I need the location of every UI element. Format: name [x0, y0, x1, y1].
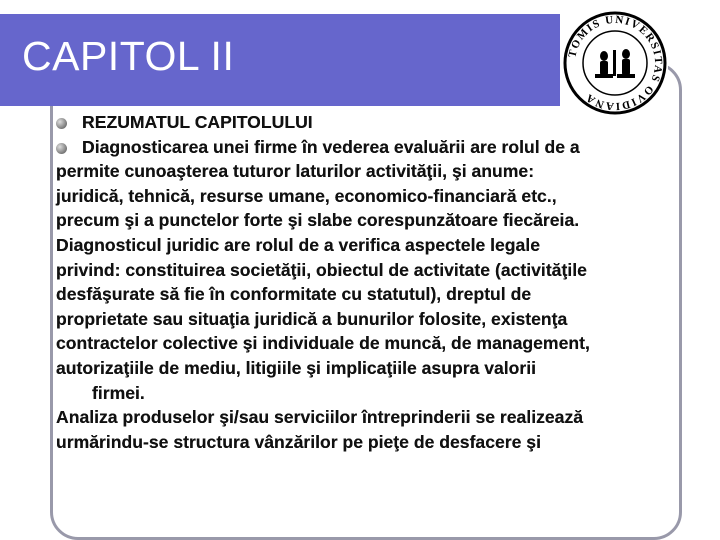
- svg-text:TOMIS UNIVERSITAS OVIDIANA: TOMIS UNIVERSITAS OVIDIANA: [566, 13, 665, 113]
- paragraph-line: permite cunoaşterea tuturor laturilor activităţii, şi anume:: [56, 161, 535, 182]
- paragraph-line: Analiza produselor şi/sau serviciilor întreprinderii se realizează: [56, 407, 584, 428]
- university-seal-icon: [562, 10, 668, 116]
- paragraph-line: firmei.: [92, 382, 145, 403]
- paragraph-line: urmărindu-se structura vânzărilor pe pieţe de desfacere şi: [56, 431, 541, 452]
- bullet-icon: [56, 118, 67, 129]
- paragraph-line: contractelor colective şi individuale de muncă, de management,: [56, 333, 590, 354]
- bullet-text: Diagnosticarea unei firme în vederea evaluării are rolul de a: [82, 136, 580, 157]
- paragraph-line: autorizaţiile de mediu, litigiile şi implicaţiile asupra valorii: [56, 357, 537, 378]
- paragraph-line: privind: constituirea societăţii, obiectul de activitate (activităţile: [56, 259, 587, 280]
- bullet-text: REZUMATUL CAPITOLULUI: [82, 112, 313, 132]
- paragraph-line: juridică, tehnică, resurse umane, economico-financiară etc.,: [56, 185, 557, 206]
- slide-body: [56, 110, 676, 454]
- bullet-icon: [56, 143, 67, 154]
- slide-title: CAPITOL II: [22, 33, 235, 79]
- paragraph-line: precum şi a punctelor forte şi slabe corespunzătoare fiecăreia.: [56, 210, 580, 231]
- bullet-item: [56, 135, 676, 160]
- paragraph-line: Diagnosticul juridic are rolul de a verifica aspectele legale: [56, 234, 541, 255]
- bullet-item: [56, 110, 676, 135]
- paragraph-line: proprietate sau situaţia juridică a bunurilor folosite, existenţa: [56, 308, 568, 329]
- paragraph-line: desfăşurate să fie în conformitate cu statutul), dreptul de: [56, 284, 532, 305]
